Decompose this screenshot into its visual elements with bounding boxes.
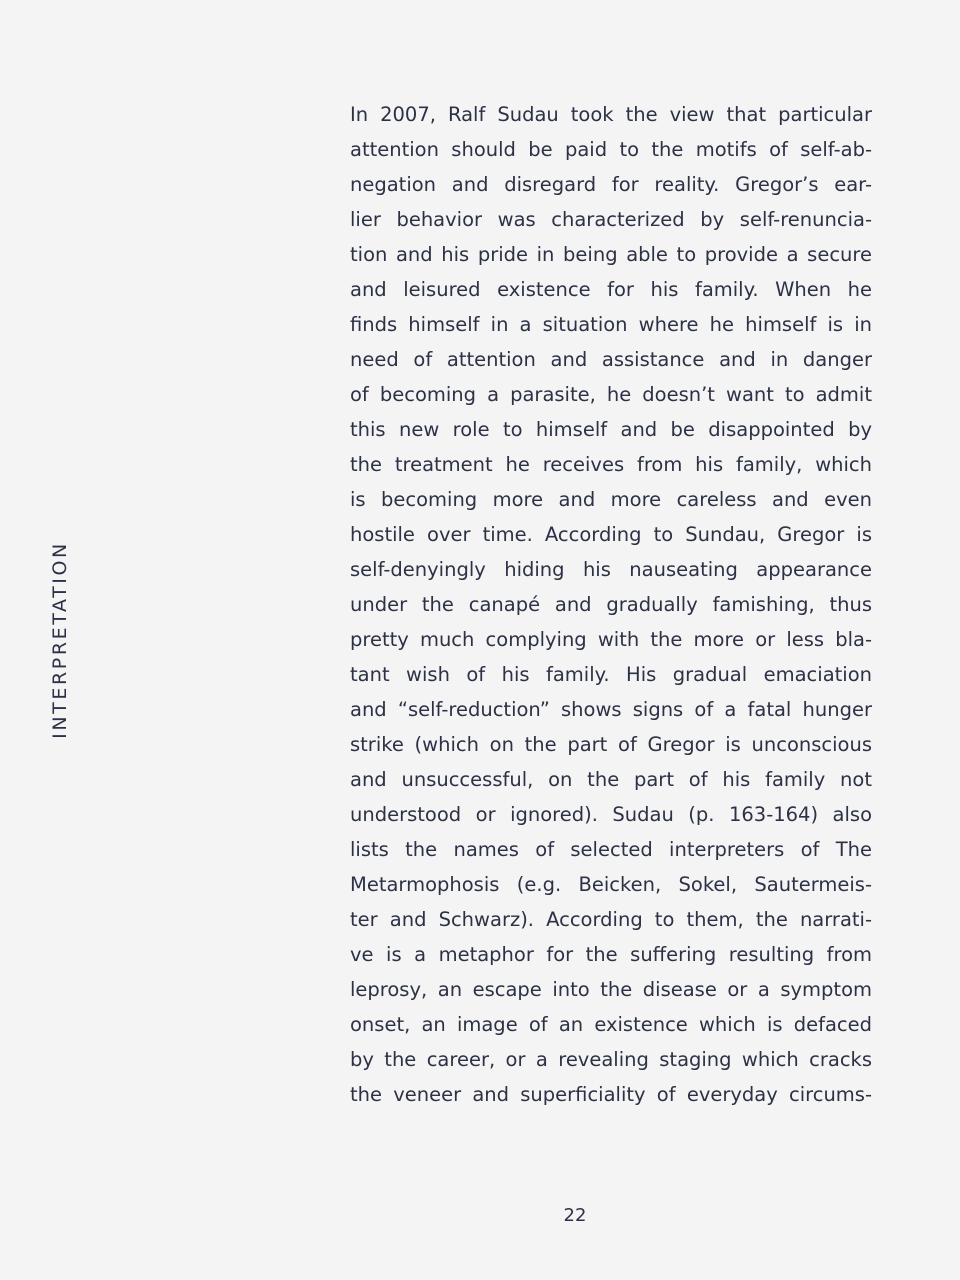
body-line: In 2007, Ralf Sudau took the view that particular bbox=[350, 103, 872, 126]
body-line: onset, an image of an existence which is defaced bbox=[350, 1013, 872, 1036]
body-line: the treatment he receives from his family, which bbox=[350, 453, 872, 476]
body-line: is becoming more and more careless and even bbox=[350, 488, 872, 511]
body-line: lists the names of selected interpreters of The bbox=[350, 838, 872, 861]
body-line: attention should be paid to the motifs of self-ab- bbox=[350, 138, 872, 161]
body-line: the veneer and superficiality of everyday circums- bbox=[350, 1083, 872, 1106]
body-line: of becoming a parasite, he doesn’t want to admit bbox=[350, 383, 872, 406]
body-line: under the canapé and gradually famishing, thus bbox=[350, 593, 872, 616]
body-line: and “self-reduction” shows signs of a fatal hunger bbox=[350, 698, 872, 721]
body-line: strike (which on the part of Gregor is unconscious bbox=[350, 733, 872, 756]
body-line: tant wish of his family. His gradual emaciation bbox=[350, 663, 872, 686]
body-line: tion and his pride in being able to provide a secure bbox=[350, 243, 872, 266]
body-line: understood or ignored). Sudau (p. 163-164) also bbox=[350, 803, 872, 826]
body-line: lier behavior was characterized by self-renuncia- bbox=[350, 208, 872, 231]
body-line: ve is a metaphor for the suffering resulting from bbox=[350, 943, 872, 966]
body-line: Metarmophosis (e.g. Beicken, Sokel, Sautermeis- bbox=[350, 873, 872, 896]
body-text bbox=[350, 97, 872, 1112]
body-line: and leisured existence for his family. When he bbox=[350, 278, 872, 301]
body-line: self-denyingly hiding his nauseating appearance bbox=[350, 558, 872, 581]
body-line: finds himself in a situation where he himself is in bbox=[350, 313, 872, 336]
body-line: by the career, or a revealing staging which cracks bbox=[350, 1048, 872, 1071]
section-label: INTERPRETATION bbox=[49, 541, 71, 739]
body-line: negation and disregard for reality. Gregor’s ear- bbox=[350, 173, 872, 196]
body-line: leprosy, an escape into the disease or a symptom bbox=[350, 978, 872, 1001]
body-line: ter and Schwarz). According to them, the narrati- bbox=[350, 908, 872, 931]
body-line: need of attention and assistance and in danger bbox=[350, 348, 872, 371]
page-number: 22 bbox=[563, 1205, 587, 1226]
body-line: this new role to himself and be disappointed by bbox=[350, 418, 872, 441]
body-line: pretty much complying with the more or less bla- bbox=[350, 628, 872, 651]
body-line: and unsuccessful, on the part of his family not bbox=[350, 768, 872, 791]
body-line: hostile over time. According to Sundau, Gregor is bbox=[350, 523, 872, 546]
